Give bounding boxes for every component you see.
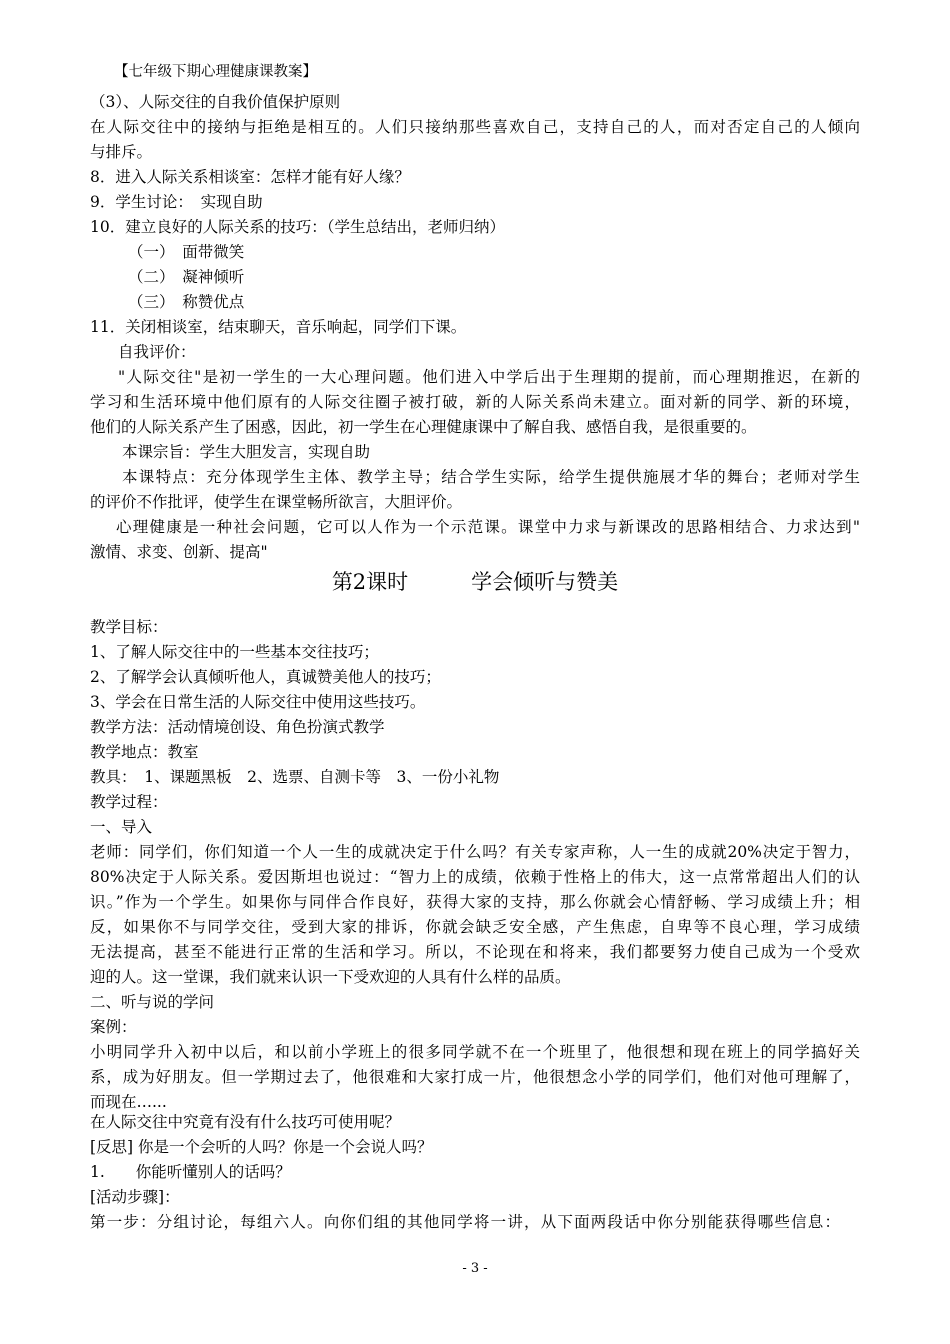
text-line: 9．学生讨论： 实现自助 — [90, 193, 263, 211]
text-line: 他们的人际关系产生了困惑，因此，初一学生在心理健康课中了解自我、感悟自我，是很重要的。 — [90, 418, 757, 436]
text-line: 80%决定于人际关系。爱因斯坦也说过：“智力上的成绩，依赖于性格上的伟大，这一点常常超出人们的认 — [90, 868, 860, 886]
text-line: 的评价不作批评，使学生在课堂畅所欲言，大胆评价。 — [90, 493, 463, 511]
text-line: 3、学会在日常生活的人际交往中使用这些技巧。 — [90, 693, 426, 711]
text-line: 教具： 1、课题黑板 2、选票、自测卡等 3、一份小礼物 — [90, 768, 500, 786]
text-line: 小明同学升入初中以后，和以前小学班上的很多同学就不在一个班里了，他很想和现在班上的同学搞好关 — [90, 1043, 860, 1061]
text-line: 教学地点：教室 — [90, 743, 199, 761]
text-line: 无法提高，甚至不能进行正常的生活和学习。所以，不论现在和将来，我们都要努力使自己成为一个受欢 — [90, 943, 860, 961]
text-line: 识。”作为一个学生。如果你与同伴合作良好，获得大家的支持，那么你就会心情舒畅、学习成绩上升；相 — [90, 893, 860, 911]
text-line: 学习和生活环境中他们原有的人际交往圈子被打破，新的人际关系尚未建立。面对新的同学、新的环境， — [90, 393, 860, 411]
text-line: （3）、人际交往的自我价值保护原则 — [90, 93, 341, 111]
text-line: 与排斥。 — [90, 143, 153, 161]
text-line: 系，成为好朋友。但一学期过去了，他很难和大家打成一片，他很想念小学的同学们，他们对他可理解了， — [90, 1068, 860, 1086]
text-line: 8．进入人际关系相谈室：怎样才能有好人缘？ — [90, 168, 410, 186]
text-line: 迎的人。这一堂课，我们就来认识一下受欢迎的人具有什么样的品质。 — [90, 968, 571, 986]
section-heading: 二、听与说的学问 — [90, 993, 215, 1011]
list-item: （三） 称赞优点 — [128, 293, 245, 311]
text-line: 2、了解学会认真倾听他人，真诚赞美他人的技巧； — [90, 668, 441, 686]
text-line: 1、了解人际交往中的一些基本交往技巧； — [90, 643, 379, 661]
text-line: 10．建立良好的人际关系的技巧：（学生总结出，老师归纳） — [90, 218, 505, 236]
text-line: 而现在…... — [90, 1093, 167, 1111]
list-item: （一） 面带微笑 — [128, 243, 245, 261]
text-line: 教学目标： — [90, 618, 168, 636]
text-line: [反思] 你是一个会听的人吗？你是一个会说人吗？ — [90, 1138, 433, 1156]
text-line: 11．关闭相谈室，结束聊天，音乐响起，同学们下课。 — [90, 318, 467, 336]
lesson-title: 第2课时 学会倾听与赞美 — [331, 570, 619, 594]
text-line: [活动步骤]： — [90, 1188, 180, 1206]
list-item: （二） 凝神倾听 — [128, 268, 245, 286]
text-line: 本课特点：充分体现学生主体、教学主导；结合学生实际，给学生提供施展才华的舞台；老师对学生 — [122, 468, 860, 486]
text-line: 教学方法：活动情境创设、角色扮演式教学 — [90, 718, 385, 736]
section-heading: 一、导入 — [90, 818, 153, 836]
page-header: 【七年级下期心理健康课教案】 — [114, 64, 317, 80]
text-line: "人际交往"是初一学生的一大心理问题。他们进入中学后出于生理期的提前，而心理期推迟，在新的 — [118, 368, 860, 386]
text-line: 老师：同学们，你们知道一个人一生的成就决定于什么吗？有关专家声称，人一生的成就20%决定于智力， — [90, 843, 860, 861]
text-line: 激情、求变、创新、提高" — [90, 543, 268, 561]
text-line: 自我评价： — [118, 343, 196, 361]
text-line: 教学过程： — [90, 793, 168, 811]
text-line: 案例： — [90, 1018, 137, 1036]
page-number: - 3 - — [462, 1261, 488, 1276]
text-line: 在人际交往中的接纳与拒绝是相互的。人们只接纳那些喜欢自己，支持自己的人，而对否定自己的人倾向 — [90, 118, 860, 136]
text-line: 1. 你能听懂别人的话吗？ — [90, 1163, 291, 1181]
text-line: 反，如果你不与同学交往，受到大家的排诉，你就会缺乏安全感，产生焦虑，自卑等不良心理，学习成绩 — [90, 918, 860, 936]
text-line: 本课宗旨：学生大胆发言，实现自助 — [122, 443, 371, 461]
text-line: 心理健康是一种社会问题，它可以人作为一个示范课。课堂中力求与新课改的思路相结合、力求达到" — [116, 518, 860, 536]
text-line: 第一步：分组讨论，每组六人。向你们组的其他同学将一讲，从下面两段话中你分别能获得哪些信息： — [90, 1213, 840, 1231]
text-line: 在人际交往中究竟有没有什么技巧可使用呢？ — [90, 1113, 401, 1131]
